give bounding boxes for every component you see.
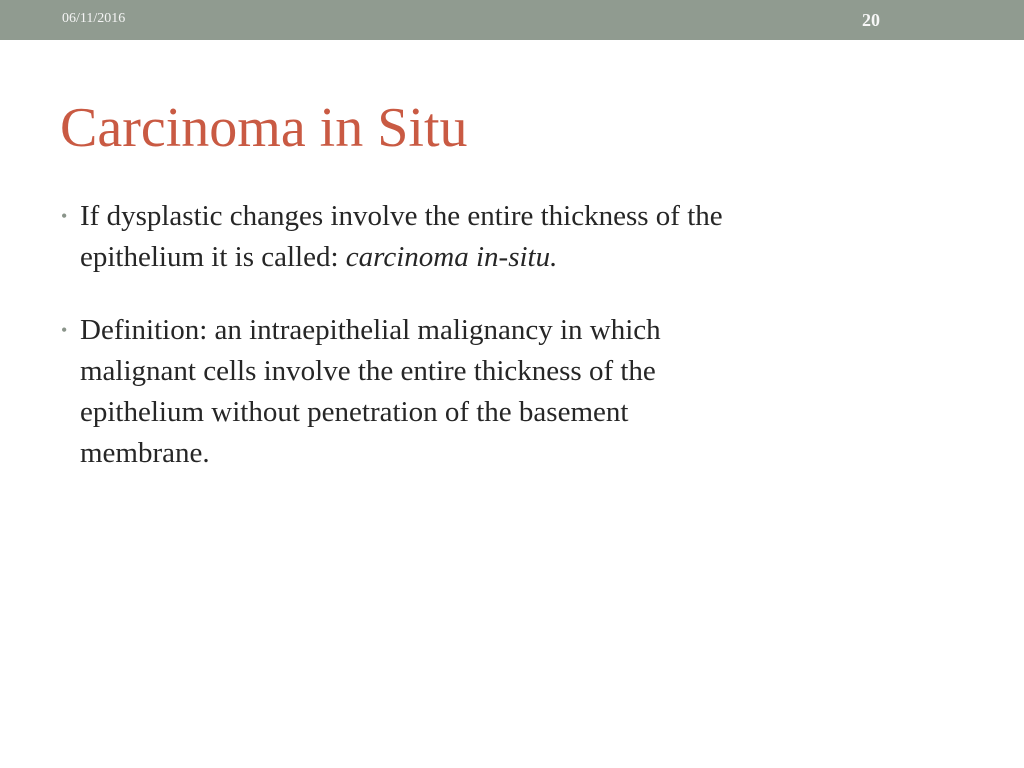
- header-bar: [0, 0, 1024, 40]
- slide-page-number: 20: [862, 10, 880, 30]
- bullet-2-line-1: Definition: an intraepithelial malignancy in which: [80, 314, 661, 346]
- bullet-list: [58, 196, 878, 474]
- bullet-item-1: [58, 196, 878, 278]
- bullet-1-line-1: If dysplastic changes involve the entire thickness of the: [80, 200, 723, 232]
- bullet-2-line-2: malignant cells involve the entire thickness of the: [80, 355, 656, 387]
- bullet-1-line-2-text: epithelium it is called:: [80, 241, 346, 273]
- bullet-1-line-2: [80, 237, 878, 278]
- bullet-2-line-3: epithelium without penetration of the basement: [80, 396, 629, 428]
- slide-date: 06/11/2016: [62, 11, 126, 26]
- bullet-item-2: [58, 310, 878, 474]
- bullet-dot-icon: •: [61, 206, 68, 226]
- slide-title: Carcinoma in Situ: [60, 97, 468, 159]
- bullet-2-line-4: membrane.: [80, 437, 210, 469]
- bullet-dot-icon: •: [61, 320, 68, 340]
- bullet-1-emphasis: carcinoma in-situ.: [345, 241, 558, 273]
